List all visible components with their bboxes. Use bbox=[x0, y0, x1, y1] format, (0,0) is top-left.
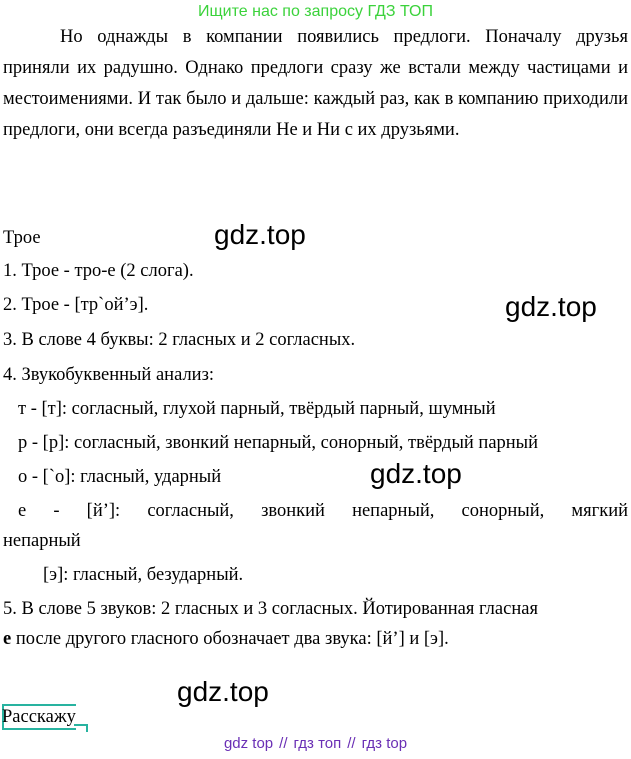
watermark: gdz.top bbox=[177, 676, 269, 707]
item-5-rest: после другого гласного обозначает два звука: [й’] и [э]. bbox=[11, 629, 449, 649]
footer-link-3[interactable]: гдз top bbox=[361, 735, 408, 752]
item-5-line2 bbox=[3, 627, 449, 651]
item-1: 1. Трое - тро-е (2 слога). bbox=[3, 261, 194, 281]
footer-link-1[interactable]: gdz top bbox=[223, 735, 274, 752]
analysis-e-cont: непарный bbox=[3, 531, 81, 551]
footer-link-2[interactable]: гдз топ bbox=[293, 735, 342, 752]
item-2: 2. Трое - [тр`ой’э]. bbox=[3, 295, 149, 315]
search-banner[interactable]: Ищите нас по запросу ГДЗ ТОП bbox=[198, 3, 433, 20]
item-4: 4. Звукобуквенный анализ: bbox=[3, 365, 215, 385]
analysis-e-sound: [э]: гласный, безударный. bbox=[43, 565, 244, 585]
footer-links bbox=[0, 734, 631, 754]
next-word-box bbox=[2, 704, 87, 730]
intro-paragraph: Но однажды в компании появились предлоги. Поначалу друзья приняли их радушно. Однако предлоги сразу же встали между частицами и местоимениями. И так было и дальше: каждый раз, как в компанию приходили предлоги, они всегда разъединяли Не и Ни с их друзьями. bbox=[3, 27, 628, 140]
analysis-t: т - [т]: согласный, глухой парный, твёрдый парный, шумный bbox=[18, 399, 496, 419]
item-5-line1: 5. В слове 5 звуков: 2 гласных и 3 согласных. Йотированная гласная bbox=[3, 599, 538, 619]
analysis-e: е - [й’]: согласный, звонкий непарный, сонорный, мягкий bbox=[18, 501, 628, 521]
watermark: gdz.top bbox=[370, 458, 462, 489]
watermark: gdz.top bbox=[505, 291, 597, 322]
analysis-r: р - [р]: согласный, звонкий непарный, сонорный, твёрдый парный bbox=[18, 433, 539, 453]
item-3: 3. В слове 4 буквы: 2 гласных и 2 согласных. bbox=[3, 330, 356, 350]
bracket-end-decoration bbox=[74, 724, 88, 732]
analysis-o: о - [`о]: гласный, ударный bbox=[18, 467, 222, 487]
next-word: Расскажу bbox=[2, 707, 76, 727]
bold-letter: е bbox=[3, 629, 12, 649]
watermark: gdz.top bbox=[214, 219, 306, 250]
word-heading: Трое bbox=[3, 228, 41, 248]
footer-separator: // bbox=[347, 735, 356, 752]
footer-separator: // bbox=[279, 735, 288, 752]
